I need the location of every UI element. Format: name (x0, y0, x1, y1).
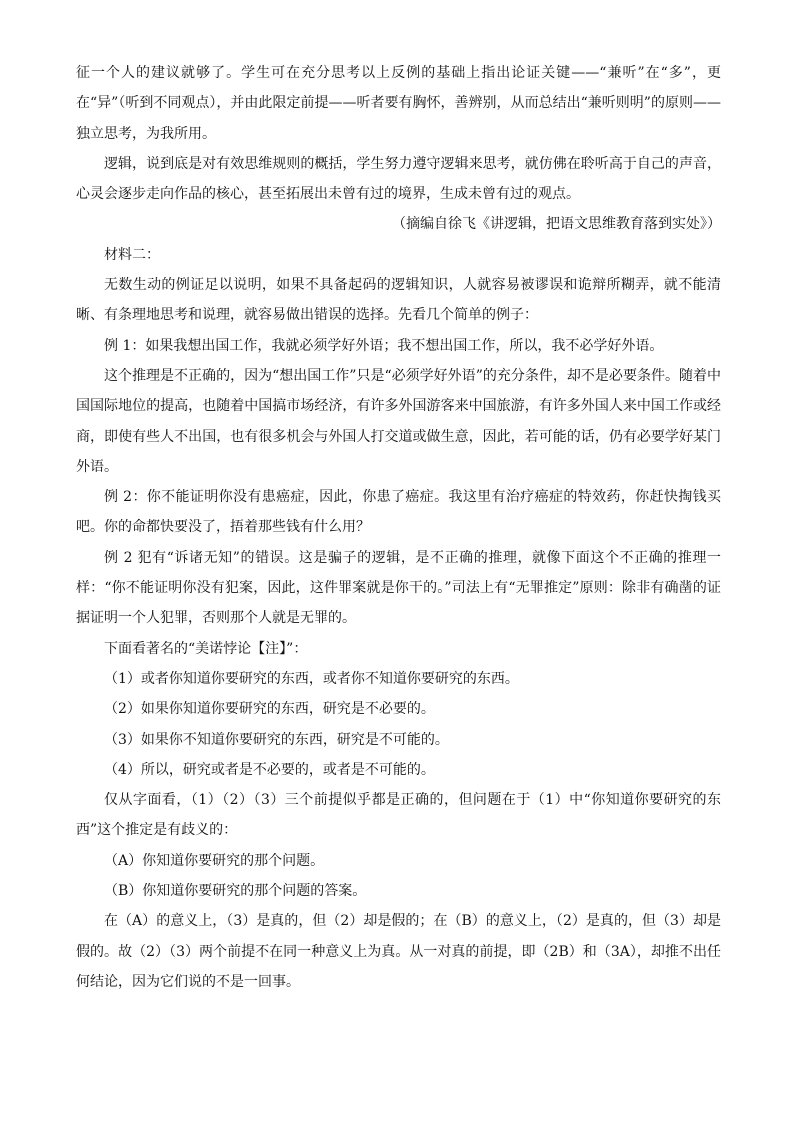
source-citation: （摘编自徐飞《讲逻辑，把语文思维教育落到实处》） (392, 216, 721, 233)
list-item-2: （2）如果你知道你要研究的东西，研究是不必要的。 (104, 701, 435, 718)
document-page (76, 58, 721, 997)
list-item-3: （3）如果你不知道你要研究的东西，研究是不可能的。 (104, 731, 449, 748)
example-1: 例 1：如果我想出国工作，我就必须学好外语；我不想出国工作，所以，我不必学好外语。 (104, 337, 664, 354)
section-heading-material-2: 材料二： (104, 246, 160, 263)
list-item-a: （A）你知道你要研究的那个问题。 (104, 852, 325, 869)
list-item-1: （1）或者你知道你要研究的东西，或者你不知道你要研究的东西。 (104, 670, 519, 687)
paragraph-4: 这个推理是不正确的，因为“想出国工作”只是“必须学好外语”的充分条件，却不是必要条件。随着中国国际地位的提高，也随着中国搞市场经济，有许多外国游客来中国旅游，有许多外国人来中国工作或经商，即使有些人不出国，也有很多机会与外国人打交道或做生意，因此，若可能的话，仍有必要学好某门外语。 (76, 367, 721, 475)
paragraph-6: 下面看著名的“美诺悖论【注】”： (104, 640, 308, 657)
list-item-b: （B）你知道你要研究的那个问题的答案。 (104, 883, 367, 900)
list-item-4: （4）所以，研究或者是不必要的，或者是不可能的。 (104, 761, 435, 778)
paragraph-3: 无数生动的例证足以说明，如果不具备起码的逻辑知识，人就容易被谬误和诡辩所糊弄，就不能清晰、有条理地思考和说理，就容易做出错误的选择。先看几个简单的例子： (76, 277, 721, 324)
paragraph-1: 征一个人的建议就够了。学生可在充分思考以上反例的基础上指出论证关键——“兼听”在“多”，更在“异”（听到不同观点），并由此限定前提——听者要有胸怀，善辨别，从而总结出“兼听则明”的原则——独立思考，为我所用。 (76, 65, 721, 142)
example-2: 例 2：你不能证明你没有患癌症，因此，你患了癌症。我这里有治疗癌症的特效药，你赶快掏钱买吧。你的命都快要没了，捂着那些钱有什么用？ (76, 489, 721, 536)
paragraph-7: 仅从字面看，（1）（2）（3）三个前提似乎都是正确的，但问题在于（1）中“你知道你要研究的东西”这个推定是有歧义的： (76, 792, 721, 839)
paragraph-5: 例 2 犯有“诉诸无知”的错误。这是骗子的逻辑，是不正确的推理，就像下面这个不正确的推理一样：“你不能证明你没有犯案，因此，这件罪案就是你干的。”司法上有“无罪推定”原则：除非有确凿的证据证明一个人犯罪，否则那个人就是无罪的。 (76, 549, 721, 627)
paragraph-2: 逻辑，说到底是对有效思维规则的概括，学生努力遵守逻辑来思考，就仿佛在聆听高于自己的声音，心灵会逐步走向作品的核心，甚至拓展出未曾有过的境界，生成未曾有过的观点。 (76, 155, 721, 203)
paragraph-8: 在（A）的意义上，（3）是真的，但（2）却是假的；在（B）的意义上，（2）是真的，但（3）却是假的。故（2）（3）两个前提不在同一种意义上为真。从一对真的前提，即（2B）和（3A），却推不出任何结论，因为它们说的不是一回事。 (76, 913, 721, 990)
